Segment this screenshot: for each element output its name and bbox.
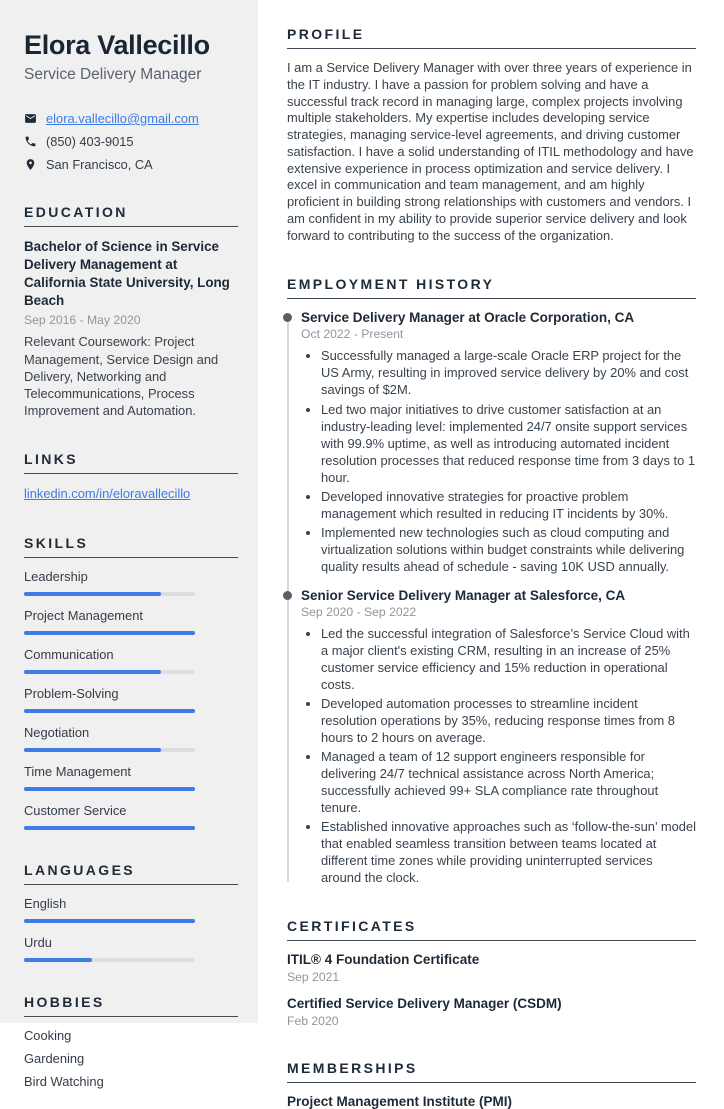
skill-bar-fill [24, 748, 161, 752]
job-entry [301, 588, 696, 886]
main-column [258, 0, 724, 1109]
skill-bar [24, 787, 195, 791]
job-bullet: • Developed automation processes to streamline incident resolution operations by 35%, reducing response times from 8 hours to 2 hours on average. [321, 695, 696, 746]
links-section [24, 451, 238, 503]
certificate-date: Feb 2020 [287, 1014, 339, 1029]
skill-label: Negotiation [24, 725, 90, 741]
skill-label: Project Management [24, 608, 143, 624]
employment-section [287, 276, 696, 886]
job-dates: Sep 2020 - Sep 2022 [301, 604, 417, 619]
hobbies-heading: HOBBIES [24, 994, 238, 1017]
skills-section [24, 535, 238, 830]
location-icon [24, 158, 37, 171]
job-title: Service Delivery Manager at Oracle Corporation, CA [301, 310, 635, 326]
skill-item [24, 725, 238, 752]
skill-bar-fill [24, 592, 161, 596]
education-heading: EDUCATION [24, 204, 238, 227]
skill-bar-fill [24, 670, 161, 674]
links-heading: LINKS [24, 451, 238, 474]
timeline-dot [283, 313, 292, 322]
timeline-dot [283, 591, 292, 600]
hobby-item: Bird Watching [24, 1074, 104, 1090]
job-bullet: • Led the successful integration of Salesforce’s Service Cloud with a major client's existing CRM, resulting in an increase of 25% customer service efficiency and 15% reduction in operational costs. [321, 625, 696, 693]
job-title: Senior Service Delivery Manager at Salesforce, CA [301, 587, 626, 603]
job-bullet: • Established innovative approaches such as ‘follow-the-sun’ model that enabled seamless transition between teams located at different time zones while providing uninterrupted services around the clock. [321, 818, 696, 886]
job-bullet: • Implemented new technologies such as cloud computing and virtualization solutions within budget constraints while delivering quality results ahead of schedule - saving 10K USD annually. [321, 524, 696, 575]
language-bar [24, 919, 195, 923]
skill-label: Communication [24, 647, 114, 663]
certificates-section [287, 918, 696, 1028]
hobby-item: Cooking [24, 1028, 72, 1044]
certificate-date: Sep 2021 [287, 970, 340, 985]
membership-item [287, 1094, 696, 1109]
skill-item [24, 803, 238, 830]
location-text: San Francisco, CA [46, 157, 153, 172]
skill-bar-fill [24, 631, 195, 635]
certificate-item [287, 996, 696, 1028]
skill-bar [24, 670, 195, 674]
profile-heading: PROFILE [287, 26, 696, 49]
memberships-section [287, 1060, 696, 1109]
certificate-title: Certified Service Delivery Manager (CSDM) [287, 996, 562, 1012]
skill-label: Problem-Solving [24, 686, 119, 702]
education-degree: Bachelor of Science in Service Delivery Management at California State University, Long Beach [24, 239, 230, 309]
membership-title: Project Management Institute (PMI) [287, 1094, 513, 1109]
skill-item [24, 647, 238, 674]
language-label: Urdu [24, 935, 52, 951]
skill-item [24, 764, 238, 791]
skills-heading: SKILLS [24, 535, 238, 558]
sidebar [0, 0, 258, 1090]
linkedin-link[interactable]: linkedin.com/in/eloravallecillo [24, 486, 191, 502]
languages-section [24, 862, 238, 962]
language-item [24, 935, 238, 962]
skill-bar [24, 748, 195, 752]
certificates-heading: CERTIFICATES [287, 918, 696, 941]
skill-bar [24, 826, 195, 830]
contact-location-row [24, 157, 238, 172]
email-icon [24, 112, 37, 125]
job-bullet-list [301, 625, 696, 886]
skill-label: Leadership [24, 569, 88, 585]
skill-bar [24, 631, 195, 635]
skill-bar [24, 592, 195, 596]
job-bullet-list [301, 347, 696, 574]
profile-section [287, 26, 696, 244]
job-dates: Oct 2022 - Present [301, 327, 404, 342]
language-bar [24, 958, 195, 962]
hobbies-section [24, 994, 238, 1089]
skill-item [24, 569, 238, 596]
memberships-heading: MEMBERSHIPS [287, 1060, 696, 1083]
person-job-title: Service Delivery Manager [24, 66, 202, 83]
contact-block [24, 111, 238, 172]
skill-label: Customer Service [24, 803, 127, 819]
language-item [24, 896, 238, 923]
contact-email-row [24, 111, 238, 126]
certificate-item [287, 952, 696, 984]
job-bullet: • Developed innovative strategies for proactive problem management which resulted in reducing IT incidents by 30%. [321, 488, 696, 522]
skill-item [24, 608, 238, 635]
contact-phone-row [24, 134, 238, 149]
skill-bar-fill [24, 787, 195, 791]
skill-label: Time Management [24, 764, 131, 780]
language-label: English [24, 896, 67, 912]
language-bar-fill [24, 919, 195, 923]
job-bullet: • Managed a team of 12 support engineers responsible for delivering 24/7 technical assistance across North America; successfully achieved 99+ SLA compliance rate throughout tenure. [321, 748, 696, 816]
email-link[interactable]: elora.vallecillo@gmail.com [46, 111, 199, 126]
education-section [24, 204, 238, 419]
person-name: Elora Vallecillo [24, 30, 210, 60]
job-bullet: • Led two major initiatives to drive customer satisfaction at an industry-leading level: implemented 24/7 onsite support services with 99.9% uptime, as well as introducing automated incident resolution processes that reduced response time from 3 days to 1 hour. [321, 401, 696, 486]
employment-timeline [287, 310, 696, 886]
skill-bar-fill [24, 826, 195, 830]
skill-bar [24, 709, 195, 713]
job-entry [301, 310, 696, 574]
language-bar-fill [24, 958, 92, 962]
education-description: Relevant Coursework: Project Management, Service Design and Delivery, Networking and Telecommunications, Process Improvement and Automation. [24, 334, 219, 418]
phone-number: (850) 403-9015 [46, 134, 134, 149]
skill-bar-fill [24, 709, 195, 713]
employment-heading: EMPLOYMENT HISTORY [287, 276, 696, 299]
phone-icon [24, 135, 37, 148]
skill-item [24, 686, 238, 713]
hobby-item: Gardening [24, 1051, 85, 1067]
certificate-title: ITIL® 4 Foundation Certificate [287, 952, 480, 968]
job-bullet: • Successfully managed a large-scale Oracle ERP project for the US Army, resulting in improved service delivery by 20% and cost savings of $2M. [321, 347, 696, 398]
profile-text: I am a Service Delivery Manager with over three years of experience in the IT industry. I have a passion for problem solving and have a successful track record in managing large, complex projects involving multiple stakeholders. My expertise includes developing service strategies, managing service-level agreements, and driving customer satisfaction. I have a solid understanding of ITIL methodology and have extensive experience in process optimization and service delivery. I excel in communication and team management, and am highly proficient in building strong relationships with customers and vendors. I am confident in my ability to provide superior service delivery and look forward to contributing to the success of the organization. [287, 60, 694, 243]
languages-heading: LANGUAGES [24, 862, 238, 885]
education-dates: Sep 2016 - May 2020 [24, 313, 141, 328]
